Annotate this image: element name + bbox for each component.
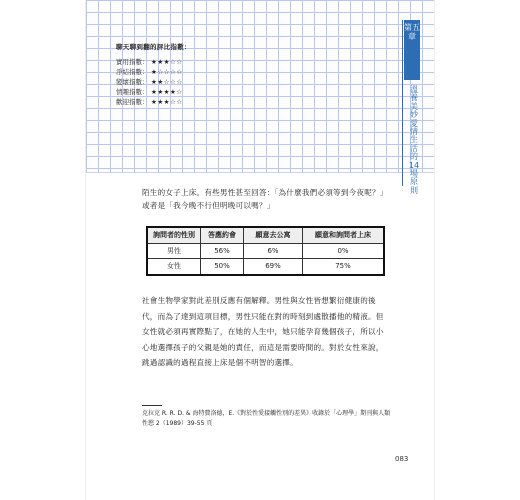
- table-row: [147, 259, 384, 275]
- table-header: 願意和詢問者上床: [303, 227, 385, 243]
- table-cell: 69%: [244, 259, 303, 275]
- table-cell: 56%: [201, 243, 244, 259]
- rating-label: 實用指數：: [116, 58, 149, 66]
- chapter-sidebar-title: 溫養美妙愛情生活的14場原則: [408, 85, 420, 195]
- table-header: 答應約會: [201, 227, 244, 243]
- survey-table: [146, 226, 385, 276]
- rating-label: 情趣指數：: [116, 88, 149, 96]
- rating-row: [116, 87, 191, 97]
- footnote-rule: [142, 405, 162, 406]
- star-rating: ★★★★☆: [151, 88, 183, 96]
- table-header: 願意去公寓: [244, 227, 303, 243]
- rating-row: [116, 97, 191, 107]
- rating-label: 歡迎指數：: [116, 98, 149, 106]
- table-cell: 75%: [303, 259, 385, 275]
- chapter-sidebar-rule: [402, 20, 403, 186]
- table-header: 詢問者的性別: [147, 227, 201, 243]
- body-paragraph-1: 陌生的女子上床。有些男性甚至回答：「為什麼我們必須等到今夜呢？」或者是「我今晚不行但明晚可以嗎？」: [142, 188, 388, 210]
- rating-label: 變壞指數：: [116, 78, 149, 86]
- rating-row: [116, 77, 191, 87]
- chapter-tab: 第五章: [404, 20, 420, 80]
- ratings-title: 聊天聊到翻的評比指數：: [116, 43, 191, 51]
- body-paragraph-2: 社會生物學家對此差別反應有個解釋。男性與女性皆想繁衍健康的後代，而為了達到這項目標，男性只能在對的時刻到處散播他的精液。但女性就必須再實際點了，在她的人生中，她只能孕育幾個孩子，所以小心地選擇孩子的父親是她的責任，而這是需要時間的。對於女性來說，跳過認識的過程直接上床是個不明智的選擇。: [142, 296, 384, 368]
- table-row: [147, 243, 384, 259]
- star-rating: ★★★☆☆: [151, 98, 183, 106]
- rating-row: [116, 57, 191, 67]
- table-cell: 50%: [201, 259, 244, 275]
- ratings-box: [116, 42, 191, 107]
- rating-row: [116, 67, 191, 77]
- table-cell: 0%: [303, 243, 385, 259]
- star-rating: ★☆☆☆☆: [151, 68, 183, 76]
- footnote: 克拉克 R. R. D. & 海特費洛德，E.《對於性愛接觸性別的差異》收錄於「心理學」期刊與人類性慾 2（1989）39-55 頁: [142, 410, 391, 427]
- rating-label: 淨結指數：: [116, 68, 149, 76]
- table-cell: 女性: [147, 259, 201, 275]
- table-cell: 男性: [147, 243, 201, 259]
- table-header-row: [147, 227, 384, 243]
- star-rating: ★★★☆☆: [151, 58, 183, 66]
- table-cell: 6%: [244, 243, 303, 259]
- star-rating: ★★☆☆☆: [151, 78, 183, 86]
- page-number: 083: [395, 455, 409, 463]
